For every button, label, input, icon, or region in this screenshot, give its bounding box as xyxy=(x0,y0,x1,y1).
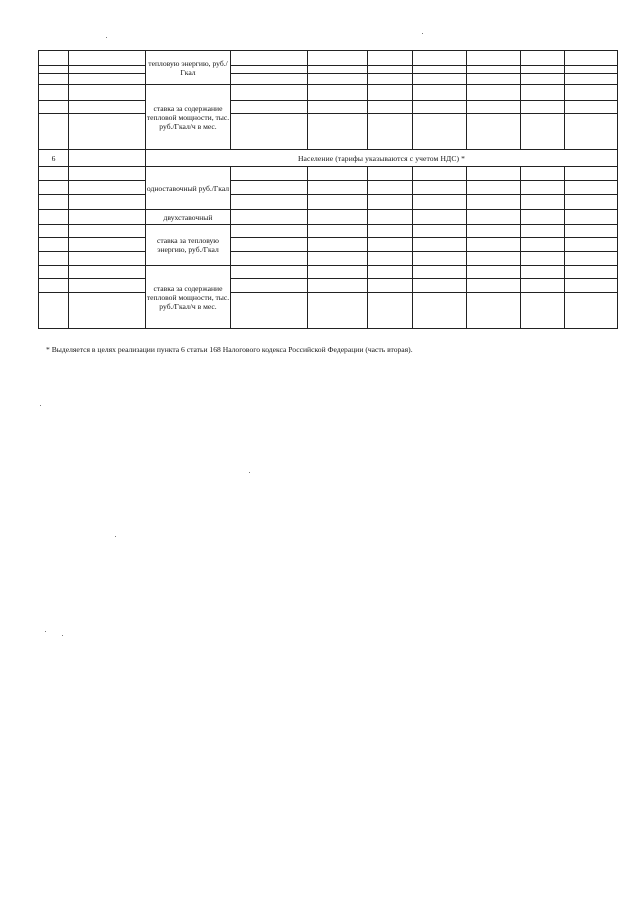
row-number: 6 xyxy=(39,150,69,167)
unit-capacity-rate-2: ставка за содержание тепловой мощности, тыс. руб./Гкал/ч в мес. xyxy=(146,266,231,329)
footnote: * Выделяется в целях реализации пункта 6 статьи 168 Налогового кодекса Российской Федерации (часть вторая). xyxy=(46,345,413,354)
table-row xyxy=(39,238,618,252)
tariff-table xyxy=(38,50,618,329)
table-row xyxy=(39,279,618,293)
table-row xyxy=(39,167,618,181)
unit-heat-energy-rate: тепловую энергию, руб./Гкал xyxy=(146,51,231,85)
table-row xyxy=(39,51,618,66)
table-row xyxy=(39,85,618,101)
scan-speck xyxy=(106,37,107,38)
group-row xyxy=(39,150,618,167)
scan-speck xyxy=(249,472,250,473)
scan-speck xyxy=(62,635,63,636)
group-caption: Население (тарифы указываются с учетом НДС) * xyxy=(146,150,618,167)
table-row xyxy=(39,101,618,114)
scan-speck xyxy=(45,631,46,632)
unit-single-rate: одноставочный руб./Гкал xyxy=(146,167,231,210)
table-row xyxy=(39,114,618,150)
scan-speck xyxy=(115,536,116,537)
unit-capacity-rate: ставка за содержание тепловой мощности, тыс. руб./Гкал/ч в мес. xyxy=(146,85,231,150)
table-row xyxy=(39,225,618,238)
table-row xyxy=(39,266,618,279)
table-row xyxy=(39,66,618,74)
table-row xyxy=(39,293,618,329)
table-row xyxy=(39,252,618,266)
table-row xyxy=(39,195,618,210)
scan-speck xyxy=(422,33,423,34)
scan-speck xyxy=(40,405,41,406)
unit-two-rate: двухставочный xyxy=(146,210,231,225)
unit-heat-energy-rate-full: ставка за тепловую энергию, руб./Гкал xyxy=(146,225,231,266)
table-row xyxy=(39,210,618,225)
table-row xyxy=(39,74,618,85)
table-row xyxy=(39,181,618,195)
